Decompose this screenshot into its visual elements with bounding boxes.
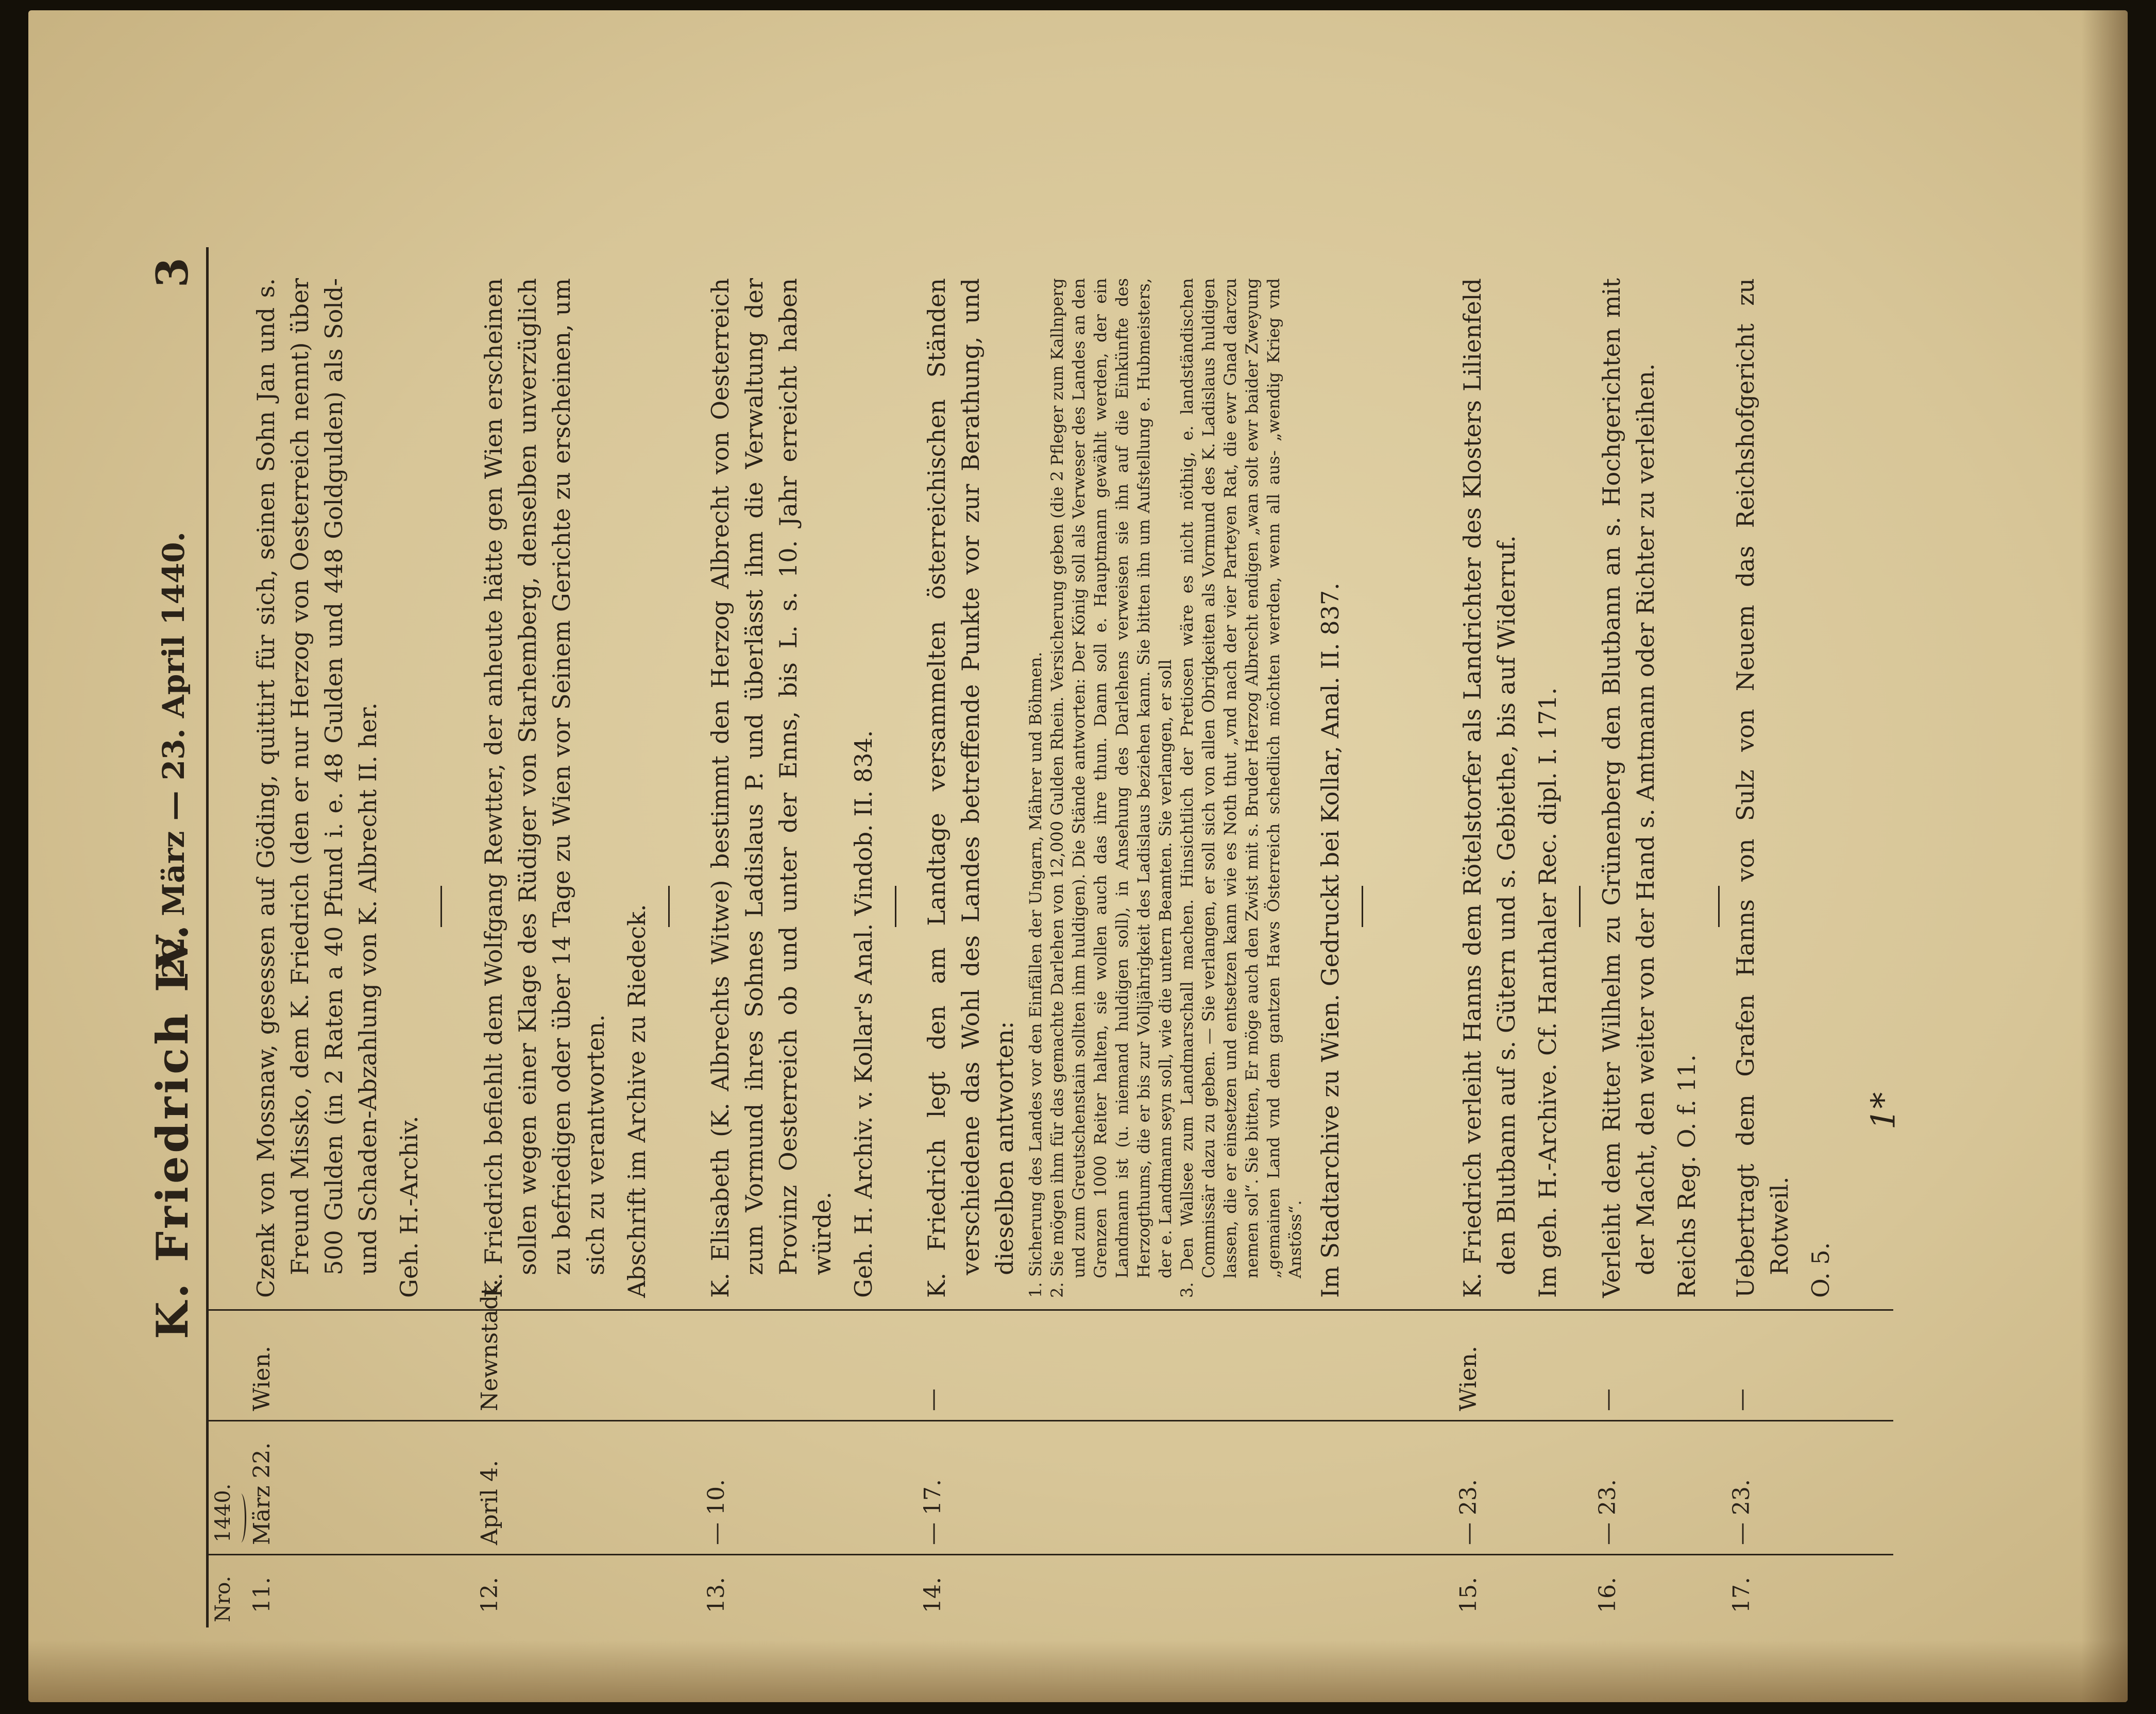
- page-edge-shadow-right: [2081, 10, 2128, 1702]
- entry-date: — 23.: [1728, 1479, 1755, 1545]
- entry-text: [703, 278, 902, 1298]
- page-header: [116, 247, 203, 1627]
- page-edge-shadow-bottom: [28, 1640, 2128, 1702]
- entry-number: 15.: [1455, 1577, 1482, 1613]
- entry-description: Uebertragt dem Grafen Hanns von Sulz von Neuem das Reichshofgericht zu Rotweil.: [1731, 278, 1793, 1298]
- entry-description: K. Elisabeth (K. Albrechts Witwe) bestimmt den Herzog Albrecht von Oesterreich zum Vormund ihres Sohnes Ladislaus P. und überlässt ihm die Verwaltung der Provinz Oesterreich ob und unter der Enns, bis L. s. 10. Jahr erreicht haben würde.: [706, 278, 836, 1298]
- page-date-range: 22. März — 23. April 1440.: [156, 532, 191, 979]
- column-divider-place: [208, 1309, 1893, 1311]
- entry-date: März 22.: [249, 1442, 275, 1545]
- column-divider-nro: [208, 1554, 1893, 1555]
- entry-number: 14.: [920, 1577, 946, 1613]
- column-header-nro: Nro.: [211, 1575, 235, 1622]
- entry-description: K. Friedrich befiehlt dem Wolfgang Rewtter, der anheute hätte gen Wien erscheinen sollen wegen einer Klage des Rüdiger von Starhemberg, denselben unverzüglich zu befriedigen oder über 14 Tage zu Wien vor Seinem Gerichte zu erscheinen, um sich zu verantworten.: [480, 278, 609, 1298]
- entry-text: [1728, 278, 1838, 1298]
- margin-annotation: 1*: [1864, 1092, 1903, 1130]
- entry-item: 3. Den Wallsee zum Landmarschall machen. Hinsichtlich der Pretiosen wäre es nicht nöthig, e. landständischen Commissär dazu zu geben. — Sie verlangen, er soll sich von allen Obrigkeiten als Vormund des K. Ladislaus huldigen lassen, die er einsetzen und entsetzen kann wie es Noth thut „vnd nach der vier Parteyen Rat, die ewr Gnad darczu nemen sol“. Sie bitten, Er möge auch den Zwist mit s. Bruder Herzog Albrecht endigen „wan solt ewr baider Zweyung „gemainen Land vnd dem gantzen Haws Österreich schedlich möchten werden, wenn all aus- „wendig Krieg vnd Anstöss“.: [1177, 278, 1305, 1298]
- year-brace: [235, 1494, 246, 1542]
- entry-place: Wien.: [249, 1346, 275, 1411]
- entry-separator: [440, 886, 442, 927]
- entry-date: — 23.: [1455, 1479, 1482, 1545]
- entry-description: K. Friedrich legt den am Landtage versammelten österreichischen Ständen verschiedene das Wohl des Landes betreffende Punkte vor zur Berathung, und dieselben antworten:: [923, 278, 1018, 1298]
- entry-place: —: [1728, 1389, 1755, 1411]
- entry-number: 17.: [1728, 1577, 1755, 1613]
- entry-separator: [1579, 886, 1581, 927]
- entry-item: 2. Sie mögen ihm für das gemachte Darlehen von 12,000 Gulden Rhein. Versicherung geben (die 2 Pfleger zum Kallnperg und zum Greutschenstain sollten ihm huldigen). Die Stände antworten: Der König soll als Verweser des Landes an den Grenzen 1000 Reiter halten, sie wollen auch das ihre thun. Dann soll e. Hauptmann gewählt werden, der ein Landmann ist (u. niemand huldigen soll), in Ansehung des Darlehens verweisen sie ihn auf die Einkünfte des Herzogthums, die er bis zur Volljährigkeit des Ladislaus beziehen kann. Sie bitten ihn um Aufstellung e. Hubmeisters, der e. Landmann seyn soll, wie die untern Beamten. Sie verlangen, er soll: [1047, 278, 1175, 1298]
- entry-text: [249, 278, 447, 1298]
- entry-source: Abschrift im Archive zu Riedeck.: [623, 904, 651, 1298]
- entry-items: [1025, 278, 1306, 1298]
- entry-number: 16.: [1594, 1577, 1621, 1613]
- entry-description: K. Friedrich verleiht Hanns dem Rötelstorfer als Landrichter des Klosters Lilienfeld den Blutbann auf s. Gütern und s. Gebiethe, bis auf Widerruf.: [1458, 278, 1520, 1298]
- entry-place: Wien.: [1455, 1346, 1482, 1411]
- entry-separator: [895, 886, 896, 927]
- entry-description: Verleiht dem Ritter Wilhelm zu Grünenberg den Blutbann an s. Hochgerichten mit der Macht, den weiter von der Hand s. Amtmann oder Richter zu verleihen.: [1598, 278, 1659, 1298]
- entry-text: [1594, 278, 1725, 1298]
- entry-source: Geh. H. Archiv. v. Kollar's Anal. Vindob. II. 834.: [850, 730, 877, 1298]
- rotated-text-block: [116, 247, 1893, 1627]
- entry-date: — 10.: [703, 1479, 729, 1545]
- entry-place: —: [1594, 1389, 1621, 1411]
- entry-description: Czenk von Mossnaw, gesessen auf Göding, quittirt für sich, seinen Sohn Jan und s. Freund Missko, dem K. Friedrich (den er nur Herzog von Oesterreich nennt) über 500 Gulden (in 2 Raten a 40 Pfund i. e. 48 Gulden und 448 Goldgulden) als Sold- und Schaden-Abzahlung von K. Albrecht II. her.: [252, 278, 382, 1298]
- entry-item: 1. Sicherung des Landes vor den Einfällen der Ungarn, Mährer und Böhmen.: [1026, 652, 1045, 1298]
- entry-place: —: [920, 1389, 946, 1411]
- entry-separator: [668, 886, 670, 927]
- entry-separator: [1362, 886, 1363, 927]
- entry-source: O. 5.: [1807, 1242, 1835, 1298]
- entry-number: 12.: [477, 1577, 503, 1613]
- entry-date: — 17.: [920, 1479, 946, 1545]
- entry-number: 13.: [703, 1577, 729, 1613]
- entry-place: Newnstadt.: [477, 1279, 503, 1411]
- page-number: 3: [147, 258, 198, 288]
- column-divider-date: [208, 1420, 1893, 1421]
- page-title: K. Friedrich IV.: [147, 921, 198, 1339]
- entry-separator: [1718, 886, 1720, 927]
- entry-date: April 4.: [477, 1460, 503, 1545]
- column-header-year: 1440.: [211, 1483, 235, 1542]
- entry-text: [1455, 278, 1586, 1298]
- entry-source: Im geh. H.-Archive. Cf. Hanthaler Rec. dipl. I. 171.: [1534, 687, 1561, 1298]
- entry-text: [477, 278, 675, 1298]
- entry-text: [920, 278, 1368, 1298]
- entry-source: Reichs Reg. O. f. 11.: [1673, 1054, 1701, 1298]
- entry-source: Geh. H.-Archiv.: [395, 1116, 423, 1298]
- entry-number: 11.: [249, 1577, 275, 1613]
- entry-source: Im Stadtarchive zu Wien. Gedruckt bei Kollar, Anal. II. 837.: [1316, 582, 1344, 1298]
- entry-date: — 23.: [1594, 1479, 1621, 1545]
